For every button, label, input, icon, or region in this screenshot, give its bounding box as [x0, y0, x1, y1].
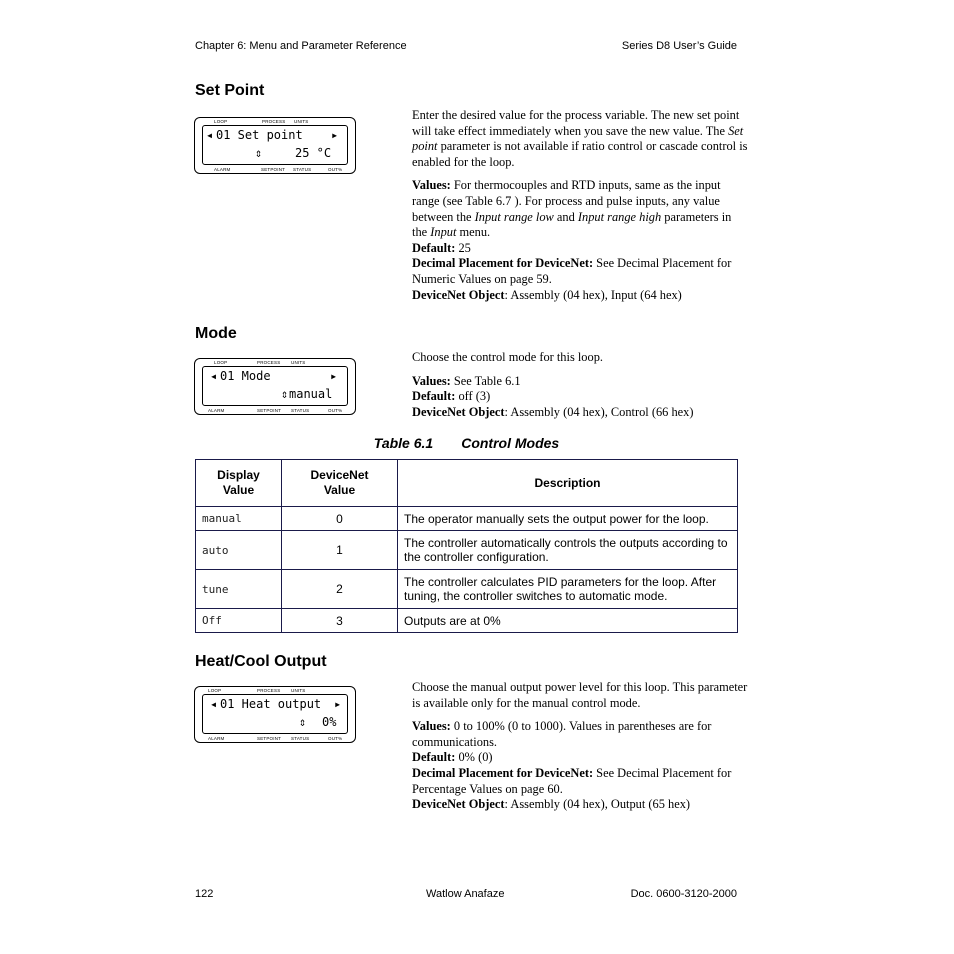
footer-doc-number: Doc. 0600-3120-2000 [630, 888, 737, 900]
lcd-panel-set-point [194, 117, 356, 174]
right-arrow-icon: ▸ [334, 697, 342, 711]
running-header-chapter: Chapter 6: Menu and Parameter Reference [195, 40, 407, 52]
table-row [196, 570, 738, 609]
lcd-label-setpoint: SETPOINT [257, 736, 282, 741]
up-down-arrow-icon: ⇕ [255, 146, 263, 160]
cell-description: The operator manually sets the output power for the loop. [398, 507, 738, 531]
left-arrow-icon: ◂ [210, 369, 218, 383]
section-heading-set-point: Set Point [195, 82, 265, 99]
control-modes-table [195, 459, 738, 633]
left-arrow-icon: ◂ [206, 128, 214, 142]
up-down-arrow-icon: ⇕ [299, 715, 307, 729]
left-arrow-icon: ◂ [210, 697, 218, 711]
lcd-panel-mode [194, 358, 356, 415]
cell-devicenet-value: 0 [282, 507, 398, 531]
cell-description: Outputs are at 0% [398, 609, 738, 633]
right-arrow-icon: ▸ [331, 128, 339, 142]
up-down-arrow-icon: ⇕ [281, 387, 289, 401]
column-header: Description [398, 460, 738, 507]
lcd-label-process: PROCESS [262, 119, 286, 124]
cell-display-value: Off [196, 609, 282, 633]
lcd-screen [202, 366, 348, 406]
table-caption-title: Control Modes [461, 435, 560, 451]
lcd-line-1: 01 Mode [220, 369, 271, 383]
table-row [196, 507, 738, 531]
cell-description: The controller automatically controls the outputs according to the controller configuration. [398, 531, 738, 570]
lcd-label-setpoint: SETPOINT [257, 408, 282, 413]
lcd-label-process: PROCESS [257, 688, 281, 693]
set-point-description: Enter the desired value for the process variable. The new set point will take effect immediately when you save the new value. The Set point parameter is not available if ratio control or cascade control is enabled for the loop. Values: For thermocouples and RTD inputs, same as the input range (see Table 6.7 ). For process and pulse inputs, any value between the Input range low and Input range high parameters in the Input menu. Default: 25 Decimal Placement for DeviceNet: See Decimal Placement for Numeric Values on page 59. DeviceNet Object: Assembly (04 hex), Input (64 hex) [412, 108, 748, 302]
lcd-label-units: UNITS [291, 360, 306, 365]
lcd-label-alarm: ALARM [208, 408, 225, 413]
column-header: Display Value [196, 460, 282, 507]
lcd-label-status: STATUS [293, 167, 312, 172]
lcd-line-2: 0% [322, 715, 337, 729]
lcd-label-alarm: ALARM [214, 167, 231, 172]
heat-cool-description: Choose the manual output power level for this loop. This parameter is available only for the manual control mode. Values: 0 to 100% (0 to 1000). Values in parentheses are for communications. Default: 0% (0) Decimal Placement for DeviceNet: See Decimal Placement for Percentage Values on page 60. DeviceNet Object: Assembly (04 hex), Output (65 hex) [412, 680, 748, 812]
cell-devicenet-value: 3 [282, 609, 398, 633]
lcd-label-out: OUT% [328, 167, 343, 172]
table-row [196, 609, 738, 633]
page-number: 122 [195, 888, 214, 900]
lcd-label-units: UNITS [291, 688, 306, 693]
mode-description: Choose the control mode for this loop. Values: See Table 6.1 Default: off (3) DeviceNet Object: Assembly (04 hex), Control (66 hex) [412, 350, 694, 419]
cell-display-value: auto [196, 531, 282, 570]
lcd-panel-heat-cool-output [194, 686, 356, 743]
lcd-screen [202, 125, 348, 165]
lcd-label-loop: LOOP [214, 119, 228, 124]
cell-devicenet-value: 2 [282, 570, 398, 609]
lcd-label-setpoint: SETPOINT [261, 167, 286, 172]
lcd-label-status: STATUS [291, 408, 310, 413]
lcd-label-loop: LOOP [208, 688, 222, 693]
lcd-label-alarm: ALARM [208, 736, 225, 741]
lcd-screen [202, 694, 348, 734]
lcd-label-out: OUT% [328, 736, 343, 741]
lcd-label-status: STATUS [291, 736, 310, 741]
lcd-label-units: UNITS [294, 119, 309, 124]
table-caption [195, 435, 738, 451]
column-header: DeviceNet Value [282, 460, 398, 507]
lcd-label-process: PROCESS [257, 360, 281, 365]
footer-company: Watlow Anafaze [426, 888, 505, 900]
cell-display-value: manual [196, 507, 282, 531]
table-caption-number: Table 6.1 [373, 435, 434, 451]
section-heading-mode: Mode [195, 325, 237, 342]
running-header-guide: Series D8 User’s Guide [621, 40, 737, 52]
table-header-row [196, 460, 738, 507]
cell-display-value: tune [196, 570, 282, 609]
lcd-label-out: OUT% [328, 408, 343, 413]
section-heading-heat-cool-output: Heat/Cool Output [195, 653, 327, 670]
cell-description: The controller calculates PID parameters for the loop. After tuning, the controller switches to automatic mode. [398, 570, 738, 609]
right-arrow-icon: ▸ [330, 369, 338, 383]
lcd-line-1: 01 Set point [216, 128, 303, 142]
lcd-label-loop: LOOP [214, 360, 228, 365]
lcd-line-1: 01 Heat output [220, 697, 322, 711]
lcd-line-2: manual [289, 387, 333, 401]
lcd-line-2: 25 °C [295, 146, 332, 160]
cell-devicenet-value: 1 [282, 531, 398, 570]
table-row [196, 531, 738, 570]
